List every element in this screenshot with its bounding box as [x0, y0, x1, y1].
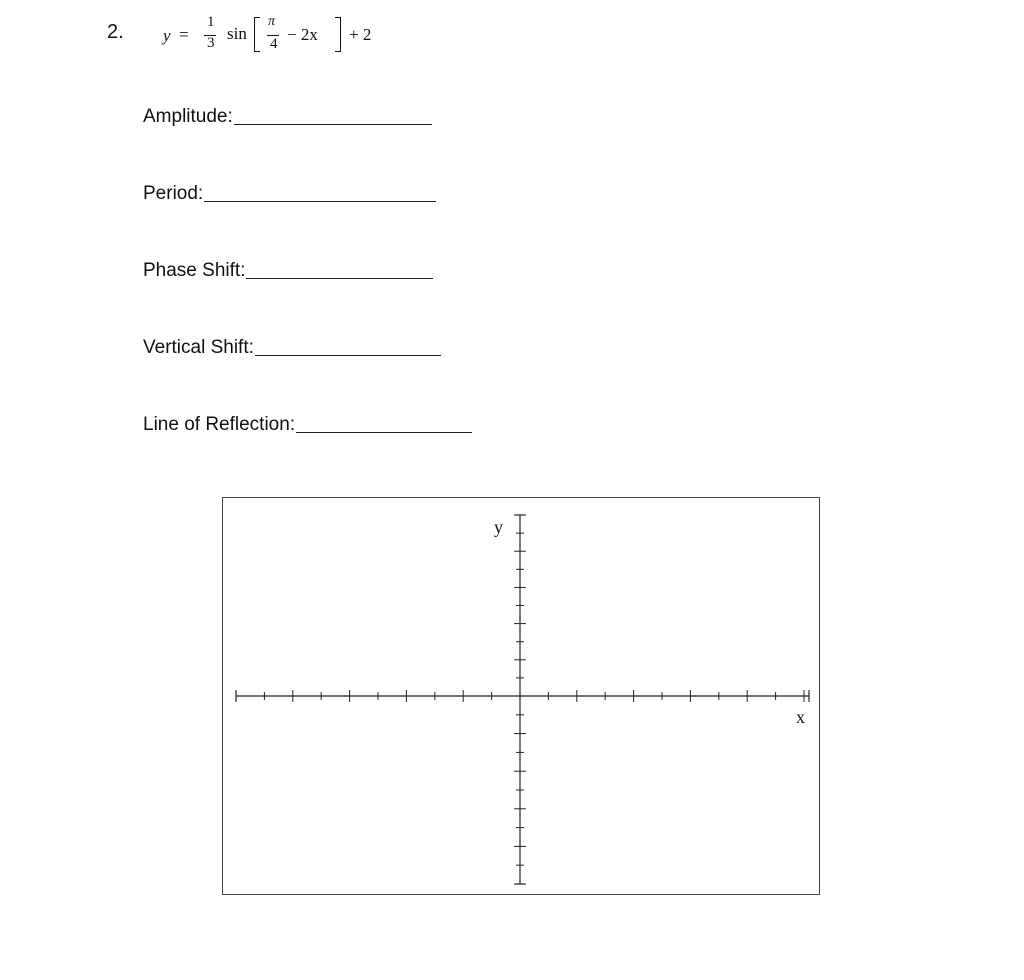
axis-ticks	[236, 515, 809, 884]
equation-y: y	[163, 26, 171, 45]
vertical-shift-blank[interactable]	[255, 354, 441, 356]
y-axis-label: y	[494, 517, 503, 537]
axes-canvas	[223, 498, 821, 896]
amplitude-label: Amplitude:	[143, 106, 233, 127]
coefficient-numerator: 1	[207, 14, 215, 30]
vertical-shift-label: Vertical Shift:	[143, 337, 254, 358]
phase-shift-field	[143, 260, 433, 282]
pi-denominator: 4	[270, 36, 278, 52]
line-of-reflection-label: Line of Reflection:	[143, 414, 296, 435]
amplitude-field	[143, 106, 432, 128]
x-axis-label: x	[796, 707, 805, 727]
period-label: Period:	[143, 183, 204, 204]
period-field	[143, 183, 436, 205]
equation-equals: =	[179, 25, 189, 44]
problem-number: 2.	[107, 21, 124, 43]
amplitude-blank[interactable]	[234, 123, 432, 125]
period-blank[interactable]	[204, 200, 436, 202]
right-bracket	[335, 17, 341, 52]
minus-term: − 2x	[287, 25, 318, 44]
sin-function: sin	[227, 24, 247, 43]
phase-shift-label: Phase Shift:	[143, 260, 246, 281]
coefficient-denominator: 3	[207, 35, 215, 51]
plus-term: + 2	[349, 25, 372, 44]
left-bracket	[254, 17, 260, 52]
coordinate-grid[interactable]	[222, 497, 820, 895]
pi-numerator: π	[268, 14, 276, 29]
vertical-shift-field	[143, 337, 441, 359]
line-of-reflection-blank[interactable]	[296, 431, 472, 433]
phase-shift-blank[interactable]	[246, 277, 433, 279]
line-of-reflection-field	[143, 414, 472, 436]
